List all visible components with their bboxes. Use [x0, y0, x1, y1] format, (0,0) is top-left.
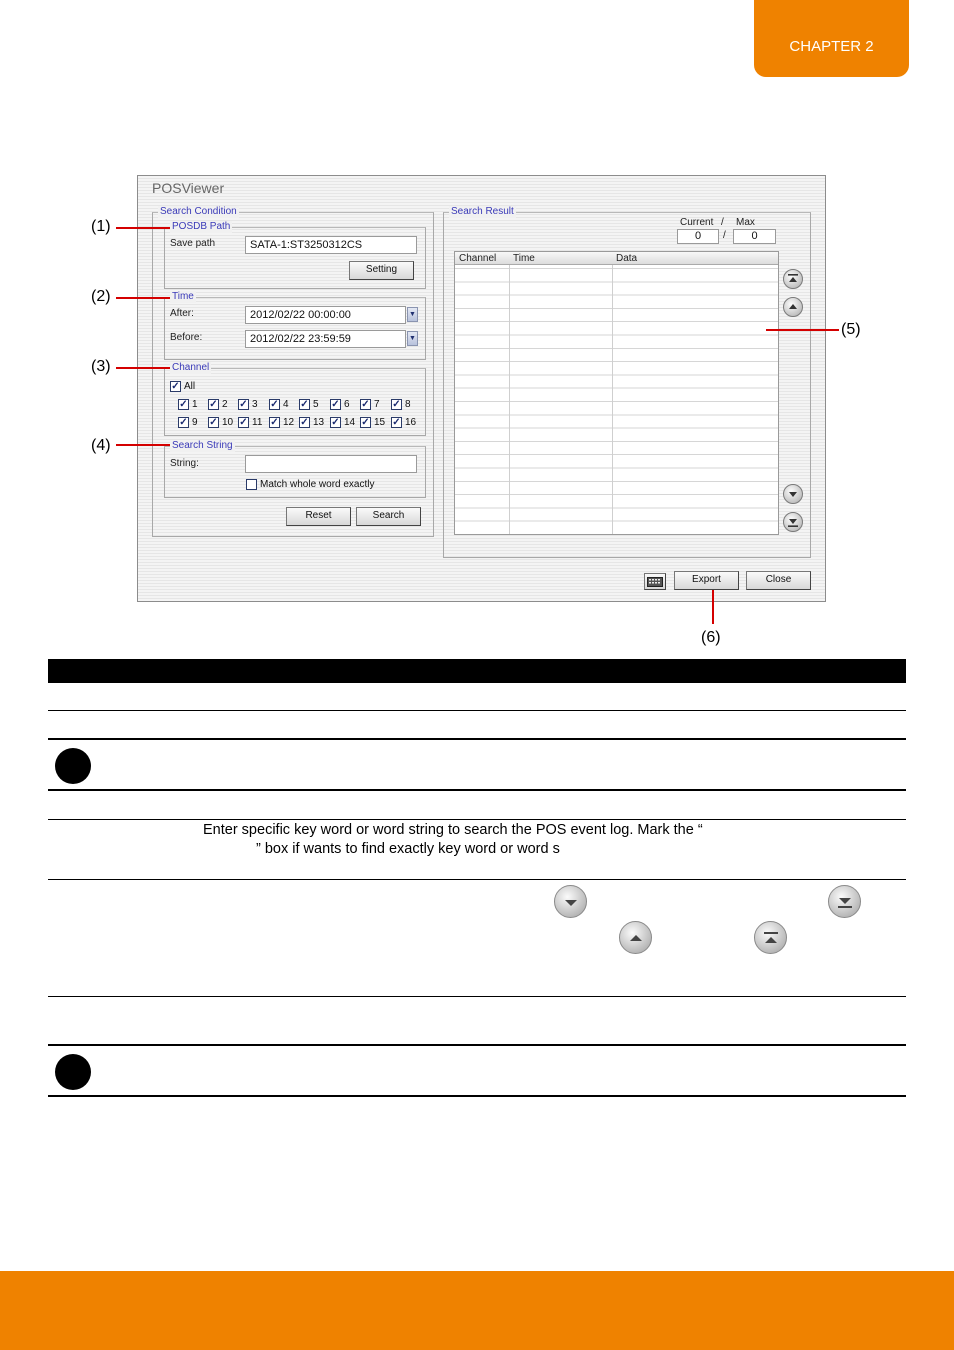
- annotation-4-line: [116, 444, 170, 446]
- after-dropdown-button[interactable]: [407, 307, 418, 322]
- annotation-3: (3): [91, 358, 111, 375]
- channel-label: 10: [222, 417, 234, 428]
- inline-scroll-down-button: [554, 885, 587, 918]
- search-button[interactable]: Search: [356, 507, 421, 526]
- scroll-down-button[interactable]: [783, 484, 803, 504]
- channel-group: [164, 362, 426, 436]
- channel-label: 8: [405, 399, 411, 410]
- annotation-3-line: [116, 367, 170, 369]
- channel-checkbox[interactable]: ✓: [270, 399, 279, 410]
- scroll-top-icon: [787, 273, 799, 285]
- channel-checkbox[interactable]: ✓: [179, 417, 188, 428]
- table-divider: [48, 1095, 906, 1097]
- inline-scroll-top-button: [754, 921, 787, 954]
- scroll-top-button[interactable]: [783, 269, 803, 289]
- keyboard-button[interactable]: [644, 573, 666, 590]
- string-input[interactable]: [245, 455, 417, 473]
- annotation-6: (6): [701, 629, 721, 646]
- channel-label: 12: [283, 417, 295, 428]
- channel-checkbox[interactable]: ✓: [300, 399, 309, 410]
- annotation-5: (5): [841, 321, 861, 338]
- channel-label: 7: [374, 399, 380, 410]
- current-value-field: 0: [677, 229, 719, 244]
- scroll-bottom-icon: [787, 516, 799, 528]
- max-value-field: 0: [733, 229, 776, 244]
- annotation-1-line: [116, 227, 170, 229]
- channel-checkbox[interactable]: ✓: [392, 417, 401, 428]
- posdb-path-legend: POSDB Path: [172, 221, 231, 232]
- setting-button[interactable]: Setting: [349, 261, 414, 280]
- channel-checkbox[interactable]: ✓: [300, 417, 309, 428]
- search-string-description-line1: Enter specific key word or word string to search the POS event log. Mark the “: [203, 822, 703, 838]
- channel-checkbox[interactable]: ✓: [209, 417, 218, 428]
- channel-label: 11: [252, 417, 263, 428]
- close-button[interactable]: Close: [746, 571, 811, 590]
- channel-legend: Channel: [172, 362, 210, 373]
- note-bullet-icon: [55, 748, 91, 784]
- before-dropdown-button[interactable]: [407, 331, 418, 346]
- channel-checkbox[interactable]: ✓: [270, 417, 279, 428]
- annotation-4: (4): [91, 437, 111, 454]
- scroll-bottom-button[interactable]: [783, 512, 803, 532]
- current-label: Current: [680, 217, 714, 228]
- note-bullet-icon: [55, 1054, 91, 1090]
- channel-label: 9: [192, 417, 198, 428]
- inline-scroll-up-button: [619, 921, 652, 954]
- column-header-time[interactable]: Time: [513, 253, 535, 264]
- channel-label: 2: [222, 399, 228, 410]
- table-divider: [48, 710, 906, 711]
- channel-checkbox[interactable]: ✓: [361, 417, 370, 428]
- inline-scroll-bottom-button: [828, 885, 861, 918]
- annotation-1: (1): [91, 218, 111, 235]
- channel-checkbox[interactable]: ✓: [392, 399, 401, 410]
- chapter-tab: CHAPTER 2: [754, 0, 909, 77]
- max-label: Max: [736, 217, 755, 228]
- search-result-table[interactable]: [454, 251, 779, 535]
- chevron-down-icon: ▼: [409, 311, 416, 318]
- scroll-up-icon: [626, 928, 646, 948]
- scroll-down-icon: [561, 892, 581, 912]
- column-header-channel[interactable]: Channel: [459, 253, 497, 264]
- scroll-bottom-icon: [835, 892, 855, 912]
- table-divider: [48, 879, 906, 880]
- export-button[interactable]: Export: [674, 571, 739, 590]
- channel-checkbox[interactable]: ✓: [179, 399, 188, 410]
- annotation-2-line: [116, 297, 170, 299]
- footer-bar: [0, 1271, 954, 1350]
- before-datetime-field[interactable]: 2012/02/22 23:59:59: [245, 330, 406, 348]
- search-string-legend: Search String: [172, 440, 233, 451]
- annotation-5-line: [766, 329, 839, 331]
- save-path-field[interactable]: SATA-1:ST3250312CS: [245, 236, 417, 254]
- channel-checkbox[interactable]: ✓: [239, 417, 248, 428]
- channel-label: 4: [283, 399, 289, 410]
- channel-label: 15: [374, 417, 386, 428]
- table-divider: [48, 1044, 906, 1046]
- reset-button[interactable]: Reset: [286, 507, 351, 526]
- table-divider: [48, 996, 906, 997]
- channel-checkbox[interactable]: ✓: [361, 399, 370, 410]
- after-label: After:: [170, 308, 194, 319]
- search-string-description-line2: ” box if wants to find exactly key word or word s: [256, 841, 560, 857]
- save-path-label: Save path: [170, 238, 216, 249]
- table-divider: [48, 819, 906, 820]
- match-whole-word-label: Match whole word exactly: [260, 479, 375, 490]
- search-result-legend: Search Result: [451, 206, 514, 217]
- channel-label: 6: [344, 399, 350, 410]
- after-datetime-field[interactable]: 2012/02/22 00:00:00: [245, 306, 406, 324]
- keyboard-icon: [647, 577, 663, 587]
- annotation-2: (2): [91, 288, 111, 305]
- scroll-top-icon: [761, 928, 781, 948]
- string-label: String:: [170, 458, 199, 469]
- time-legend: Time: [172, 291, 194, 302]
- table-divider: [48, 738, 906, 740]
- channel-all-checkbox[interactable]: ✓: [171, 381, 180, 392]
- separator-label: /: [723, 230, 726, 241]
- posviewer-window: [137, 175, 826, 602]
- table-header-bar: [48, 659, 906, 683]
- chevron-down-icon: ▼: [409, 335, 416, 342]
- match-whole-word-checkbox[interactable]: [246, 479, 257, 490]
- channel-label: 5: [313, 399, 319, 410]
- annotation-6-line: [712, 590, 714, 624]
- scroll-up-button[interactable]: [783, 297, 803, 317]
- separator-label: /: [721, 217, 724, 228]
- channel-checkbox[interactable]: ✓: [209, 399, 218, 410]
- channel-checkbox[interactable]: ✓: [331, 417, 340, 428]
- channel-label: 13: [313, 417, 325, 428]
- search-condition-legend: Search Condition: [160, 206, 237, 217]
- scroll-down-icon: [787, 488, 799, 500]
- channel-label: 1: [192, 399, 198, 410]
- channel-checkbox[interactable]: ✓: [331, 399, 340, 410]
- search-result-header: [455, 252, 778, 265]
- table-divider: [48, 789, 906, 791]
- channel-label: 14: [344, 417, 356, 428]
- scroll-up-icon: [787, 301, 799, 313]
- channel-label: 16: [405, 417, 417, 428]
- column-header-data[interactable]: Data: [616, 253, 638, 264]
- channel-checkbox[interactable]: ✓: [239, 399, 248, 410]
- before-label: Before:: [170, 332, 203, 343]
- window-title: POSViewer: [152, 180, 225, 196]
- channel-label: 3: [252, 399, 258, 410]
- channel-all-label: All: [184, 381, 196, 392]
